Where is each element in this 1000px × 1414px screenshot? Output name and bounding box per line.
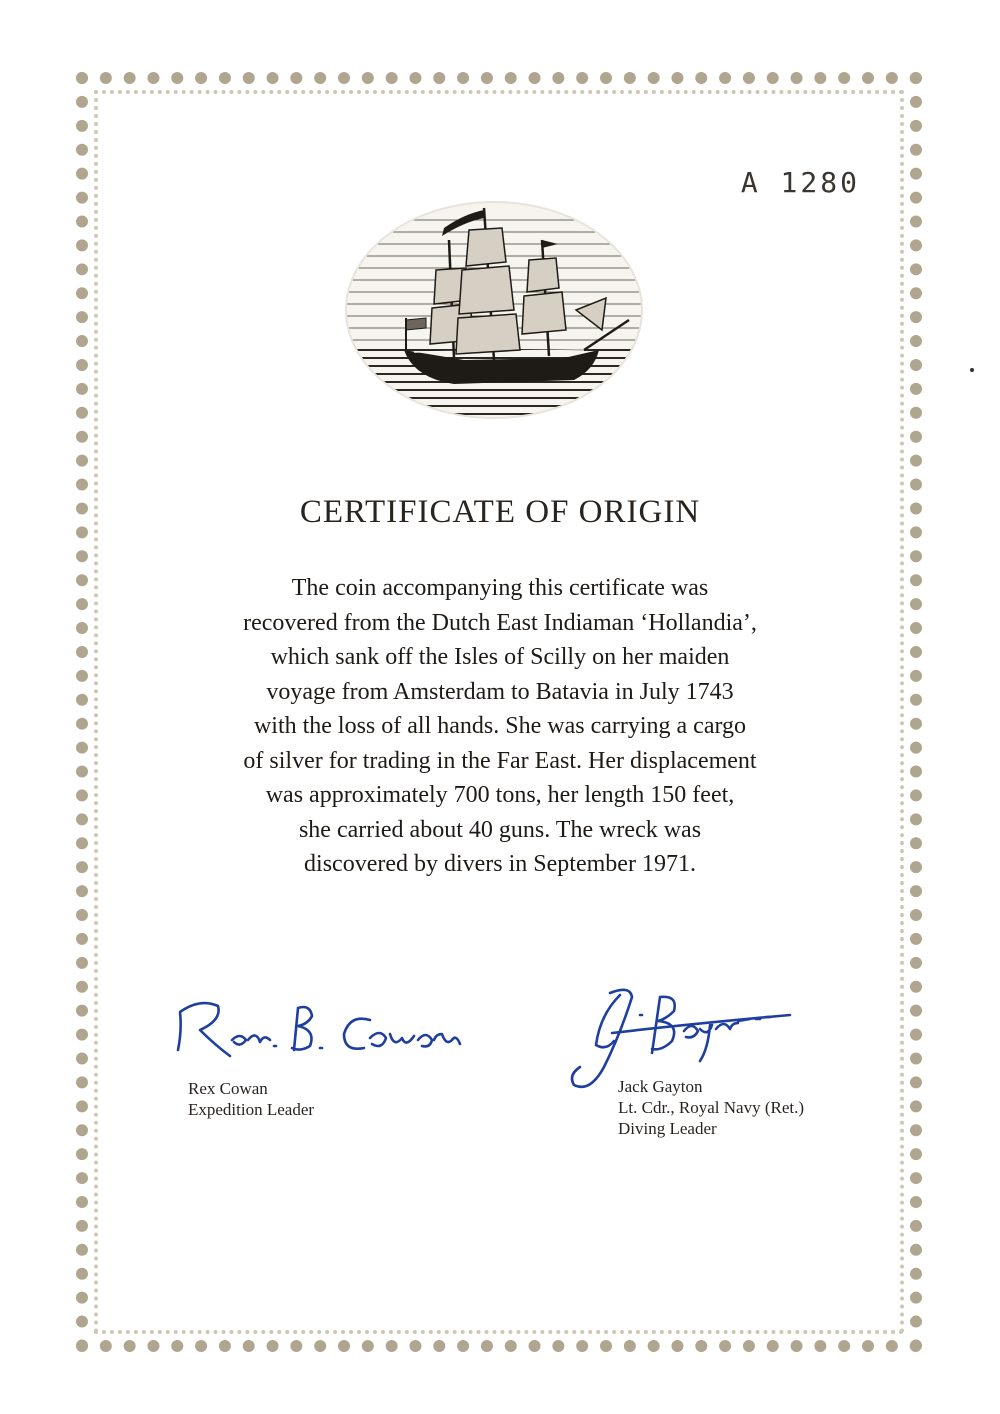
- ship-engraving-icon: [344, 200, 644, 420]
- paper-speck: [970, 368, 974, 372]
- signatory-right: [618, 1076, 804, 1139]
- body-line: was approximately 700 tons, her length 150 feet,: [265, 782, 735, 808]
- signatory-left: [188, 1078, 314, 1120]
- body-line: recovered from the Dutch East Indiaman ‘Hollandia’,: [243, 609, 757, 636]
- body-line: which sank off the Isles of Scilly on her maiden: [270, 644, 730, 670]
- signatory-role: Expedition Leader: [188, 1100, 315, 1119]
- certificate-body: [150, 571, 850, 882]
- body-line: with the loss of all hands. She was carrying a cargo: [253, 713, 747, 739]
- certificate-title: CERTIFICATE OF ORIGIN: [299, 494, 701, 530]
- signatory-rank: Lt. Cdr., Royal Navy (Ret.): [618, 1098, 805, 1117]
- signatory-name: Rex Cowan: [188, 1079, 268, 1098]
- signature-rex-cowan: [160, 990, 520, 1080]
- body-line: discovered by divers in September 1971.: [304, 851, 696, 877]
- body-line: of silver for trading in the Far East. Her displacement: [243, 747, 757, 774]
- body-line: voyage from Amsterdam to Batavia in July 1743: [266, 678, 734, 705]
- body-line: The coin accompanying this certificate was: [291, 575, 709, 601]
- serial-number: A 1280: [740, 166, 860, 199]
- signatory-role: Diving Leader: [618, 1119, 717, 1138]
- signatory-name: Jack Gayton: [618, 1077, 703, 1096]
- body-line: she carried about 40 guns. The wreck was: [298, 816, 702, 843]
